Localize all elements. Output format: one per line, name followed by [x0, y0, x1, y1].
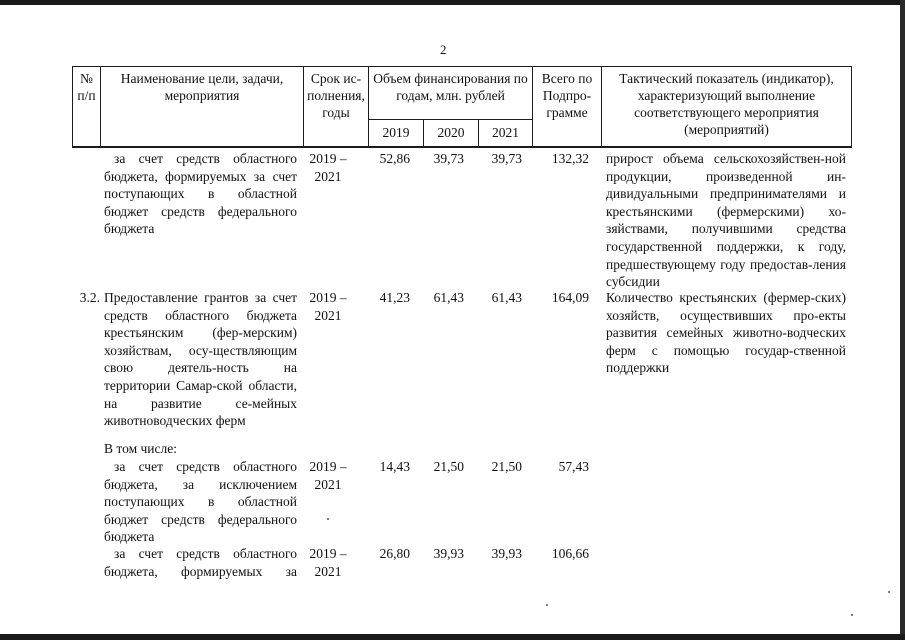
scan-speck: [888, 591, 890, 593]
top-border: [0, 0, 905, 5]
row-value-2019: 26,80: [379, 546, 410, 561]
row-indicator: прирост объема сельскохозяйствен-ной продукции, произведенной ин-дивидуальными предпринимателями и крестьянскими (фермерскими) хо-зяйствами, получившими средства государственной поддержки, к году, предшествующему году предостав-ления субсидии: [606, 151, 846, 290]
row-name: за счет средств областного бюджета, за исключением поступающих в областной бюджет средств федерального бюджета: [104, 459, 297, 545]
row-total: 57,43: [558, 459, 589, 474]
row-name: за счет средств областного бюджета, формируемых за: [104, 546, 297, 579]
row-term: 2019 – 2021: [309, 459, 347, 492]
scan-speck: [546, 604, 548, 606]
row-term: 2019 – 2021: [309, 546, 347, 579]
header-year-2020: 2020: [437, 125, 465, 140]
row-value-2020: 39,93: [433, 546, 464, 561]
header-term-col: Срок ис-полнения, годы: [307, 71, 365, 120]
row-term: 2019 – 2021: [309, 151, 347, 184]
right-border: [900, 0, 905, 640]
header-name-col: Наименование цели, задачи, мероприятия: [120, 71, 284, 103]
row-value-2021: 39,73: [491, 151, 522, 166]
row-number: 3.2.: [79, 290, 100, 305]
bottom-border: [0, 634, 905, 640]
row-value-2021: 39,93: [491, 546, 522, 561]
row-term: 2019 – 2021: [309, 290, 347, 323]
page-number: 2: [440, 42, 447, 57]
row-total: 132,32: [551, 151, 589, 166]
row-indicator: Количество крестьянских (фермер-ских) хозяйств, осуществивших про-екты развития семейных животно-водческих ферм с помощью государ-ственной поддержки: [606, 290, 846, 376]
row-total: 106,66: [551, 546, 589, 561]
row-total: 164,09: [551, 290, 589, 305]
header-funding-col: Объем финансирования по годам, млн. рублей: [373, 71, 528, 103]
subtotal-label: В том числе:: [104, 441, 177, 456]
row-value-2021: 21,50: [491, 459, 522, 474]
header-total-col: Всего по Подпро-грамме: [541, 71, 593, 120]
header-year-2019: 2019: [382, 125, 410, 140]
scan-speck: [851, 614, 853, 616]
row-value-2019: 14,43: [379, 459, 410, 474]
row-value-2020: 61,43: [433, 290, 464, 305]
row-value-2019: 41,23: [379, 290, 410, 305]
header-indicator-col: Тактический показатель (индикатор), характеризующий выполнение соответствующего мероприятия (мероприятий): [619, 71, 834, 137]
row-value-2019: 52,86: [379, 151, 410, 166]
row-name: за счет средств областного бюджета, формируемых за счет поступающих в областной бюджет средств федерального бюджета: [104, 151, 297, 237]
row-value-2020: 21,50: [433, 459, 464, 474]
row-value-2020: 39,73: [433, 151, 464, 166]
header-number-col: № п/п: [77, 71, 96, 103]
scan-speck: [327, 518, 329, 520]
row-value-2021: 61,43: [491, 290, 522, 305]
row-name: Предоставление грантов за счет средств областного бюджета крестьянским (фер-мерским) хозяйствам, осу-ществляющим свою деятель-ность на территории Самар-ской области, на развитие се-мейных животноводческих ферм: [104, 290, 297, 429]
header-year-2021: 2021: [492, 125, 519, 140]
